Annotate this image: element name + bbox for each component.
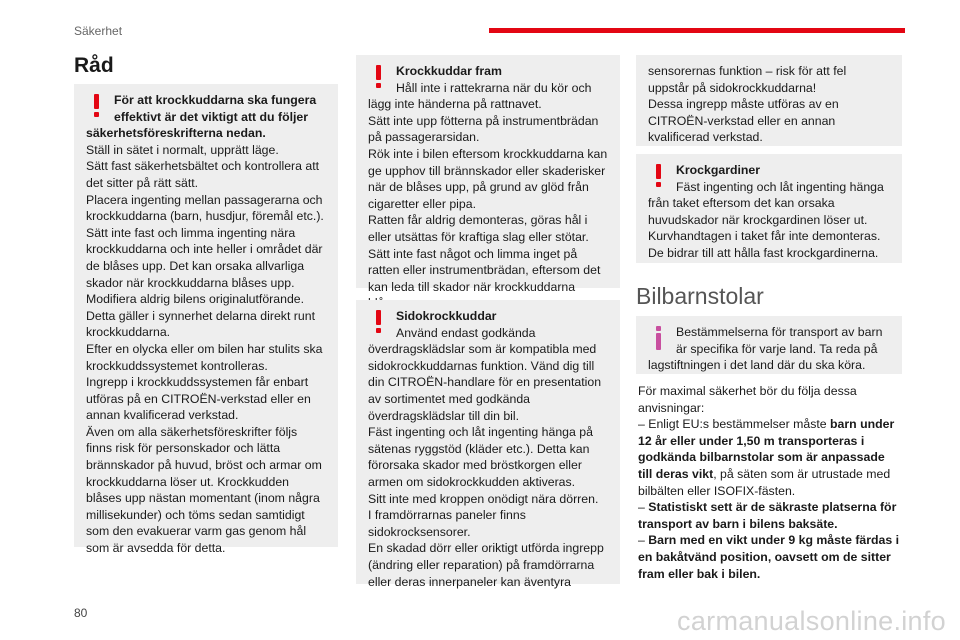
warning-text: sensorernas funktion – risk för att fel uppstår på sidokrockkuddarna! Dessa ingrepp måste utföras av en CITROËN-verkstad eller en annan kvalificerad verkstad.	[648, 64, 847, 145]
list-item-bold: Barn med en vikt under 9 kg måste färdas i en bakåtvänd position, oavsett om de sitter fram eller bak i bilen.	[638, 533, 900, 581]
list-item-prefix: –	[638, 533, 649, 548]
info-icon	[652, 326, 666, 350]
watermark: carmanualsonline.info	[677, 606, 946, 636]
page-number: 80	[74, 606, 88, 620]
warning-title: Krockgardiner	[676, 163, 761, 177]
warning-text: Använd endast godkända överdragsklädslar som är kompatibla med sidokrockkuddarnas funktion. Vänd dig till din CITROËN-handlare för en presentation av sortimentet med godkända överdragsklädslar till din bil. Fäst ingenting och låt ingenting hänga på sätenas ryggstöd (kläder etc.). Detta kan förorsaka skador med bröstkorgen eller armen om sidokrockkudden aktiveras. Sitt inte med kroppen onödigt nära dörren. I framdörrarnas paneler finns sidokrocksensorer. En skadad dörr eller oriktigt utförda ingrepp (ändring eller reparation) på framdörrarna eller deras innerpaneler kan äventyra	[368, 325, 604, 589]
heading-bilbarnstolar: Bilbarnstolar	[636, 283, 764, 309]
warning-box-krockkuddar	[74, 84, 338, 556]
list-item-prefix: – Enligt EU:s bestämmelser måste	[638, 417, 831, 432]
warning-title: Krockkuddar fram	[396, 64, 502, 78]
warning-text: Fäst ingenting och låt ingenting hänga från taket eftersom det kan orsaka huvudskador när krockgardinen löser ut. Kurvhandtagen i taket får inte demonteras. De bidrar till att hålla fast krockgardinerna.	[648, 179, 884, 260]
heading-rad: Råd	[74, 54, 114, 77]
warning-icon	[652, 164, 666, 188]
list-item-bold: barn under 12 år eller under 1,50 m transporteras i godkända bilbarnstolar som är anpassade till deras vikt	[638, 417, 895, 481]
warning-title: För att krockkuddarna ska fungera effektivt är det viktigt att du följer säkerhetsföreskrifterna nedan.	[86, 93, 317, 141]
list-item	[638, 499, 900, 532]
header-accent-bar	[489, 28, 905, 33]
warning-box-continued	[636, 55, 902, 146]
warning-icon	[372, 65, 386, 89]
body-paragraph-instructions	[638, 383, 900, 582]
intro-text: För maximal säkerhet bör du följa dessa anvisningar:	[638, 384, 857, 415]
list-item	[638, 416, 900, 499]
warning-box-sidokrockkuddar	[356, 300, 620, 589]
list-item-bold: Statistiskt sett är de säkraste platserna för transport av barn i bilens baksäte.	[638, 500, 897, 531]
list-item-prefix: –	[638, 500, 649, 515]
warning-box-krockgardiner	[636, 154, 902, 263]
info-text: Bestämmelserna för transport av barn är specifika för varje land. Ta reda på lagstiftningen i det land där du ska köra.	[648, 325, 883, 373]
list-item	[638, 532, 900, 582]
warning-icon	[90, 94, 104, 118]
warning-title: Sidokrockkuddar	[396, 309, 497, 323]
warning-icon	[372, 310, 386, 334]
info-box-lagstiftning	[636, 316, 902, 374]
warning-box-krockkuddar-fram	[356, 55, 620, 294]
list-item-suffix: , på säten som är utrustade med bilbälten eller ISOFIX-fästen.	[638, 466, 891, 498]
header-section-title: Säkerhet	[74, 24, 123, 38]
warning-text: Ställ in sätet i normalt, upprätt läge. Sätt fast säkerhetsbältet och kontrollera att det sitter på rätt sätt. Placera ingenting mellan passagerarna och krockkuddarna (barn, husdjur, föremål etc.). Sätt inte fast och limma ingenting nära krockkuddarna och inte heller i området där de blåses upp. Det kan orsaka allvarliga skador när krockkuddarna blåses upp. Modifiera aldrig bilens originalutförande. Detta gäller i synnerhet delarna direkt runt krockkuddarna. Efter en olycka eller om bilen har stulits ska krockkuddssystemet kontrolleras. Ingrepp i krockkuddssystemen får enbart utföras på en CITROËN-verkstad eller en annan kvalificerad verkstad. Även om alla säkerhetsföreskrifter följs finns risk för personskador och lätta brännskador på huvud, bröst och armar om krockkuddarna löser ut. Krockkudden blåses upp nästan momentant (inom några millisekunder) och töms sedan samtidigt som den evakuerar varm gas genom hål som är avsedda för detta.	[86, 142, 324, 556]
warning-text: Håll inte i rattekrarna när du kör och lägg inte händerna på rattnavet. Sätt inte upp fötterna på instrumentbrädan på passagerarsidan. Rök inte i bilen eftersom krockkuddarna kan ge upphov till brännskador eller skaderisker när de blåses upp, på grund av glöd från cigaretter eller pipa. Ratten får aldrig demonteras, göras hål i eller utsättas för kraftiga slag eller stötar. Sätt inte fast något och limma inget på ratten eller instrumentbrädan, eftersom det kan leda till skador när krockkuddarna	[368, 80, 608, 294]
